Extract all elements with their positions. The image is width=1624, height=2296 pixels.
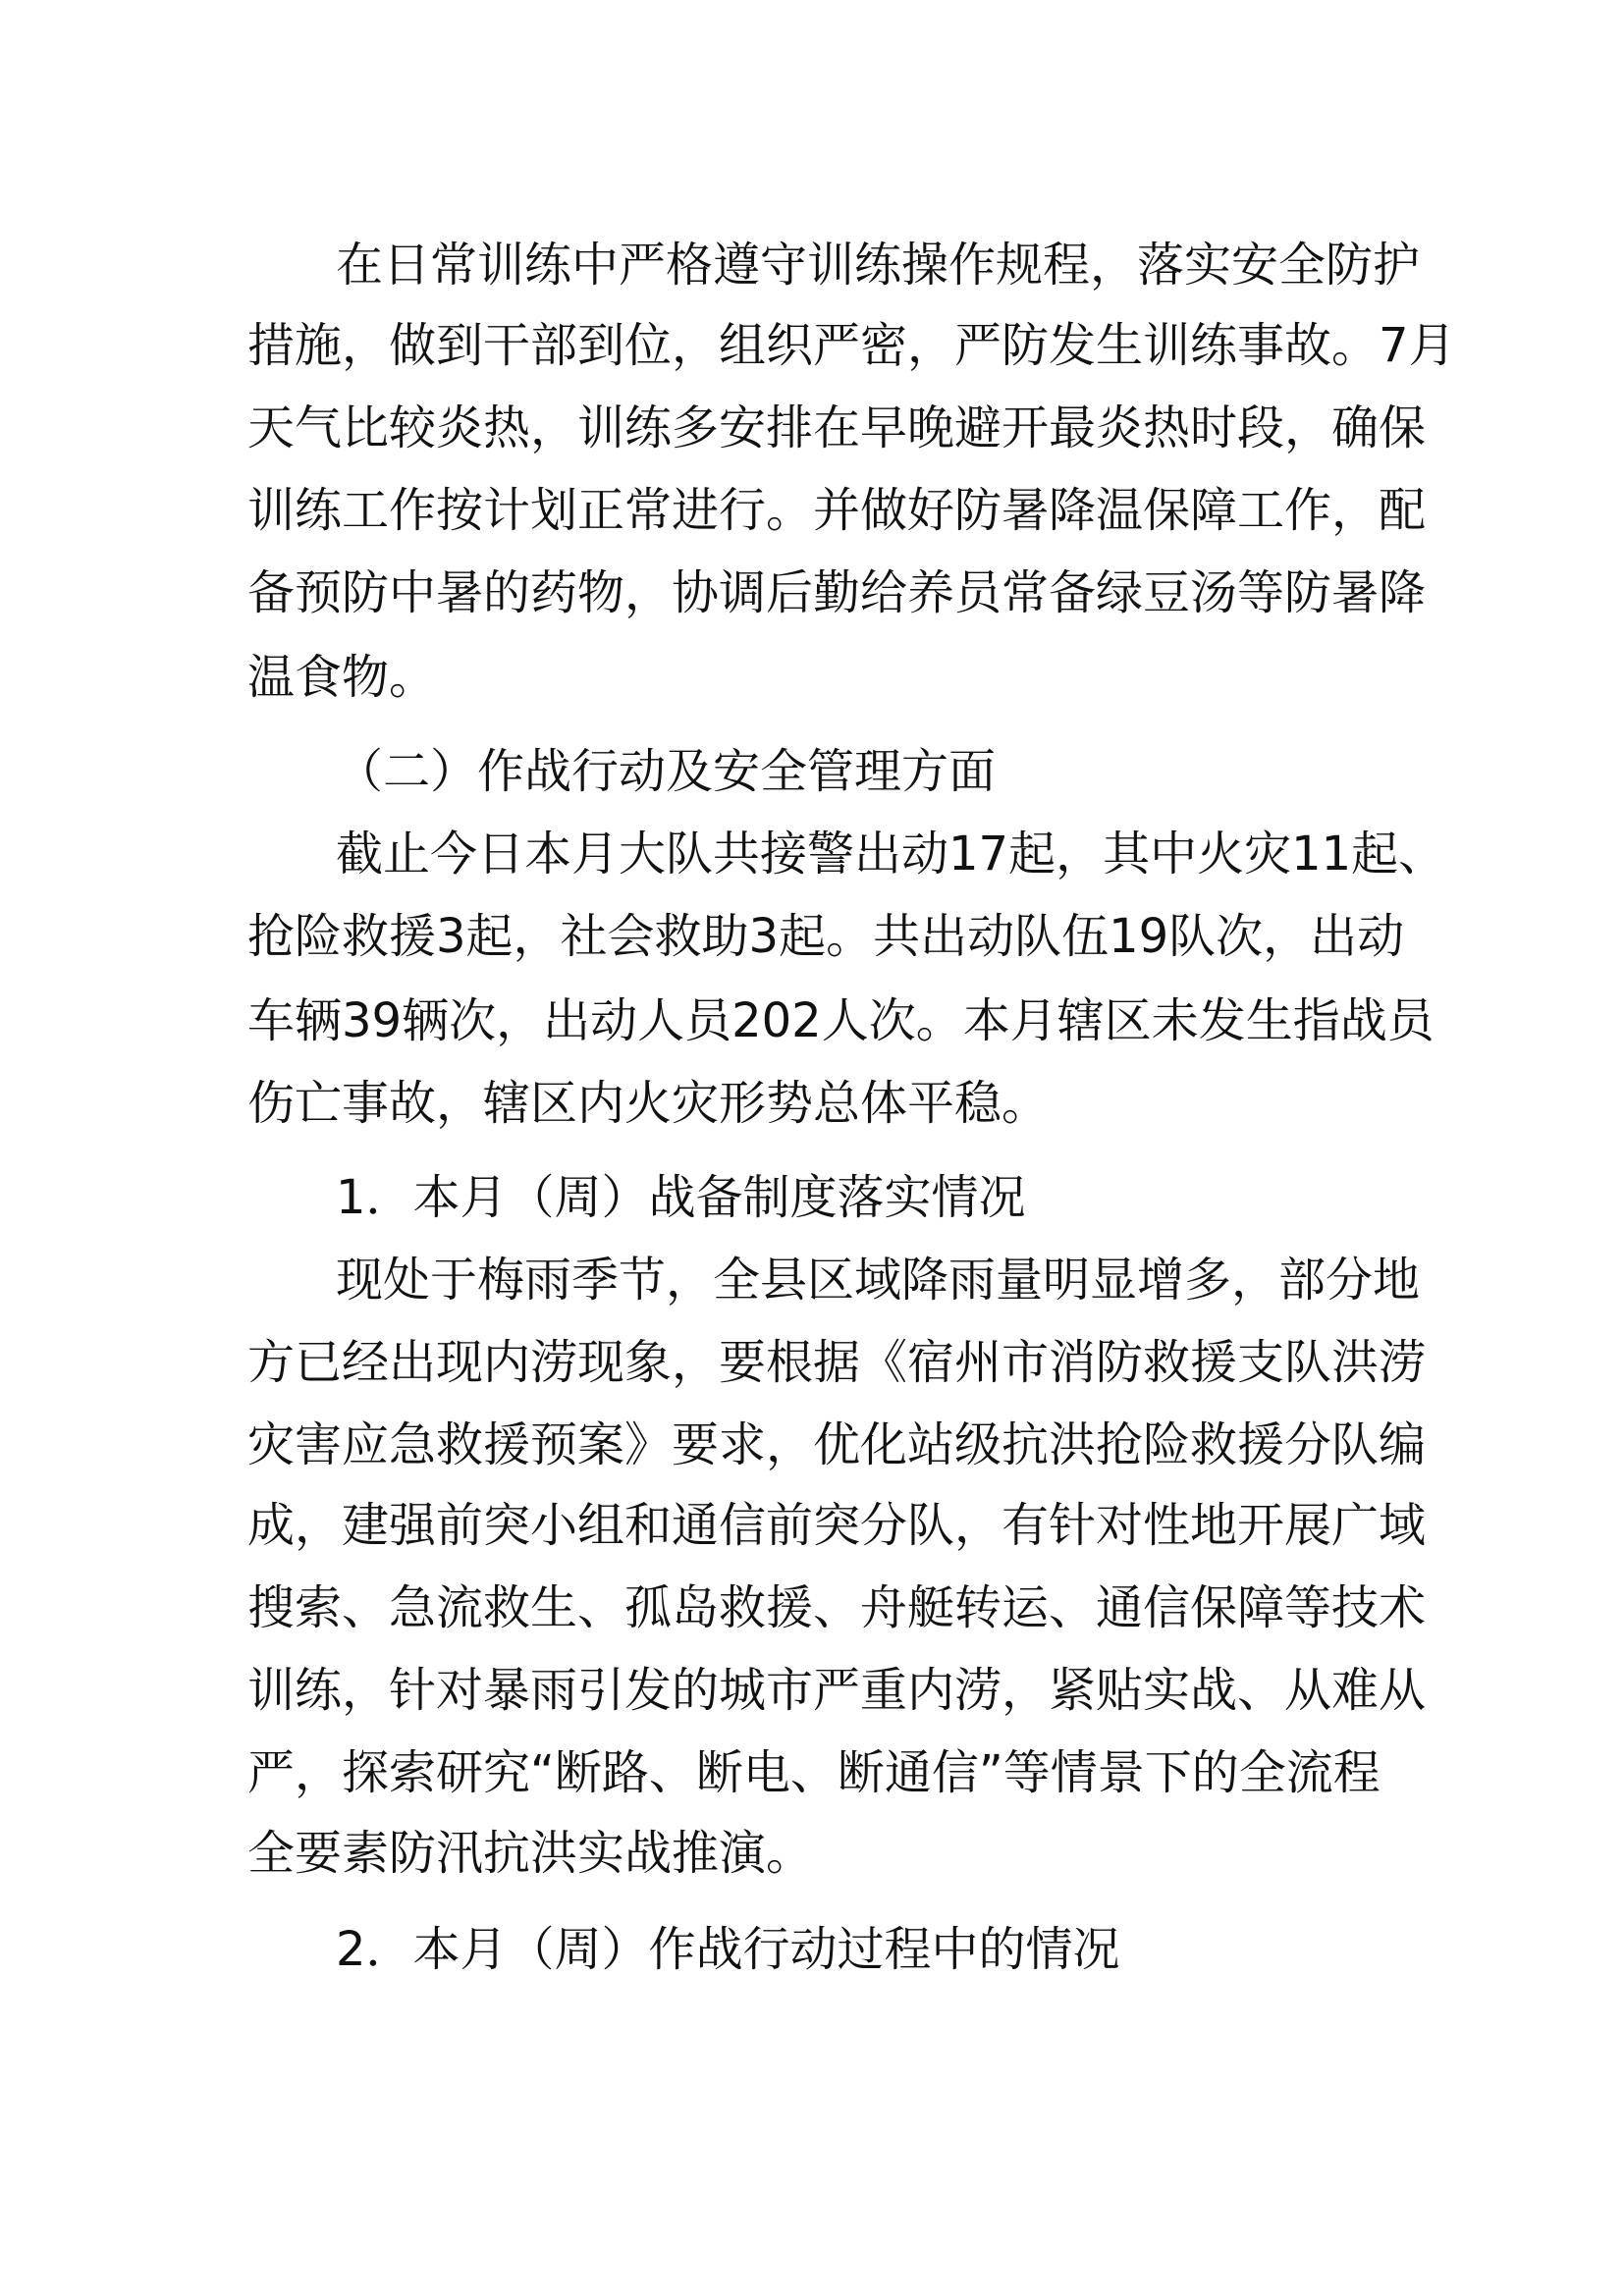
paragraph-line: 车辆39辆次，出动人员202人次。本月辖区未发生指战员 (247, 993, 1435, 1048)
paragraph-line: 备预防中暑的药物，协调后勤给养员常备绿豆汤等防暑降 (247, 565, 1427, 620)
paragraph-line: 灾害应急救援预案》要求，优化站级抗洪抢险救援分队编 (247, 1417, 1427, 1472)
paragraph-line: 搜索、急流救生、孤岛救援、舟艇转运、通信保障等技术 (247, 1580, 1427, 1635)
paragraph-line: 现处于梅雨季节，全县区域降雨量明显增多，部分地 (336, 1253, 1421, 1308)
paragraph-line: 措施，做到干部到位，组织严密，严防发生训练事故。7月 (247, 318, 1456, 373)
paragraph-line: 抢险救援3起，社会救助3起。共出动队伍19队次，出动 (247, 909, 1405, 964)
section-heading: （二）作战行动及安全管理方面 (336, 744, 997, 799)
subsection-heading: 1．本月（周）战备制度落实情况 (336, 1170, 1026, 1225)
paragraph-line: 成，建强前突小组和通信前突分队，有针对性地开展广域 (247, 1498, 1427, 1553)
paragraph-line: 天气比较炎热，训练多安排在早晚避开最炎热时段，确保 (247, 400, 1427, 455)
paragraph-line: 在日常训练中严格遵守训练操作规程，落实安全防护 (336, 238, 1421, 293)
paragraph-line: 训练，针对暴雨引发的城市严重内涝，紧贴实战、从难从 (247, 1663, 1427, 1718)
paragraph-line: 方已经出现内涝现象，要根据《宿州市消防救援支队洪涝 (247, 1335, 1427, 1390)
paragraph-line: 严，探索研究“断路、断电、断通信”等情景下的全流程 (247, 1745, 1380, 1800)
paragraph-line: 全要素防汛抗洪实战推演。 (247, 1826, 814, 1881)
paragraph-line: 温食物。 (247, 650, 437, 705)
subsection-heading: 2．本月（周）作战行动过程中的情况 (336, 1922, 1120, 1977)
paragraph-line: 训练工作按计划正常进行。并做好防暑降温保障工作，配 (247, 483, 1427, 538)
paragraph-line: 截止今日本月大队共接警出动17起，其中火灾11起、 (336, 827, 1446, 881)
paragraph-line: 伤亡事故，辖区内火灾形势总体平稳。 (247, 1076, 1050, 1131)
